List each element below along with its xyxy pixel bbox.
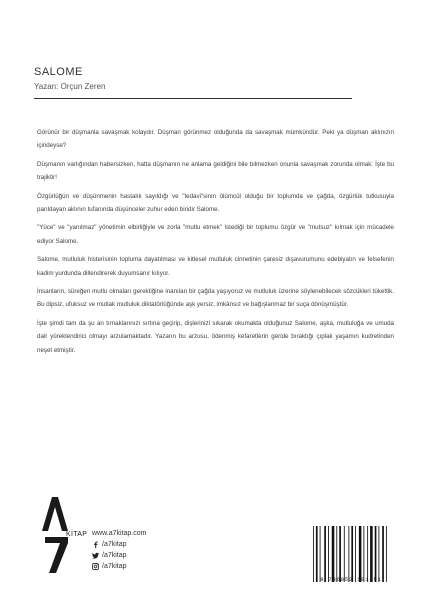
isbn-number: 9 786052 191651 <box>320 576 382 583</box>
publisher-links <box>92 528 146 572</box>
blurb-paragraph: "Yüce" ve "yanılmaz" yönetimin elbirliğiyle ve zorla "mutlu etmek" istediği bir toplumu özgür ve "mutsuz" kılmak için mücadele ediyor Salome. <box>37 224 394 245</box>
barcode-bar <box>351 526 353 582</box>
barcode-bar <box>367 526 368 582</box>
barcode-bar <box>378 526 379 582</box>
blurb-paragraph: Özgürlüğün ve düşünmenin hastalık sayıldığı ve "tedavi"sinin ölümcül olduğu bir toplumda ve çağda, özgürlük tutkusuyla parıldayan aklının tufanında düşünceler zuhur eden biridir Salome. <box>37 192 394 214</box>
barcode-bar <box>359 526 362 582</box>
barcode-bar <box>313 526 314 582</box>
publisher-name: KİTAP <box>66 531 88 538</box>
barcode-bar <box>320 526 321 582</box>
isbn-barcode <box>311 526 391 582</box>
blurb-paragraph: Salome, mutluluk histerisinin topluma dayatılması ve kitlesel mutluluk cinnetinin çaresiz dışavurumunu edebiyatın ve felsefenin kadim yurdunda dillendirerek duyumsanır kılıyor. <box>37 256 394 277</box>
blurb-text <box>37 126 394 362</box>
instagram-handle: /a7kitap <box>102 563 127 570</box>
a7-logo <box>42 497 68 573</box>
barcode-bar <box>363 526 364 582</box>
title-divider <box>34 98 352 99</box>
book-author: Yazan: Orçun Zeren <box>34 82 106 91</box>
barcode-bar <box>375 526 377 582</box>
barcode-bar <box>328 526 329 582</box>
barcode-bar <box>386 526 387 582</box>
website-text: www.a7kitap.com <box>92 530 147 537</box>
title-block <box>34 66 105 92</box>
blurb-paragraph: Görünür bir düşmanla savaşmak kolaydır. Düşman görünmez olduğunda da savaşmak mümkündür. Peki ya düşman aklınızın içindeyse? <box>37 129 394 150</box>
barcode-bar <box>382 526 384 582</box>
barcode-bar <box>336 526 337 582</box>
barcode-bar <box>348 526 349 582</box>
barcode-bar <box>324 526 326 582</box>
blurb-paragraph: İşte şimdi tam da şu an tırnaklarınızı sırtına geçirip, dişlerinizi sıkarak okumakta olduğunuz Salome, aşka, mutluluğa ve umuda dair yüreklendirici olmayı arzulamaktadır. Yazarın bu arzusu, ödenmiş kefaretlerin geride bıraktığı çıplak yaşamın kudretinden neşet etmiştir. <box>37 319 394 354</box>
facebook-link[interactable] <box>92 539 146 550</box>
facebook-handle: /a7kitap <box>102 541 127 548</box>
book-title: SALOME <box>34 66 83 78</box>
twitter-icon <box>92 552 99 559</box>
facebook-icon <box>92 541 99 548</box>
barcode-bar <box>339 526 341 582</box>
twitter-handle: /a7kitap <box>102 552 127 559</box>
barcode-bar <box>355 526 356 582</box>
barcode-bar <box>316 526 318 582</box>
instagram-link[interactable] <box>92 561 146 572</box>
instagram-icon <box>92 563 99 570</box>
blurb-paragraph: Düşmanın varlığından habersizken, hatta düşmanın ne anlama geldiğini bile bilmezken onunla savaşmak zorunda olmak: İşte bu trajiktir! <box>37 160 394 182</box>
website-link[interactable] <box>92 528 146 539</box>
barcode-bar <box>344 526 345 582</box>
twitter-link[interactable] <box>92 550 146 561</box>
publisher-block <box>42 497 192 577</box>
barcode-bar <box>332 526 335 582</box>
barcode-bar <box>370 526 373 582</box>
blurb-paragraph: İnsanların, süreğen mutlu olmaları gerektiğine inanılan bir çağda yaşıyoruz ve mutluluk üzerine söylenebilecek sözcükleri tükettik. Bu dipsiz, ufuksuz ve mutlak mutluluk diktatörlüğünde aşk yersiz, imkânsız ve bağışlanmaz bir suça dönüşmüştür. <box>37 288 394 309</box>
